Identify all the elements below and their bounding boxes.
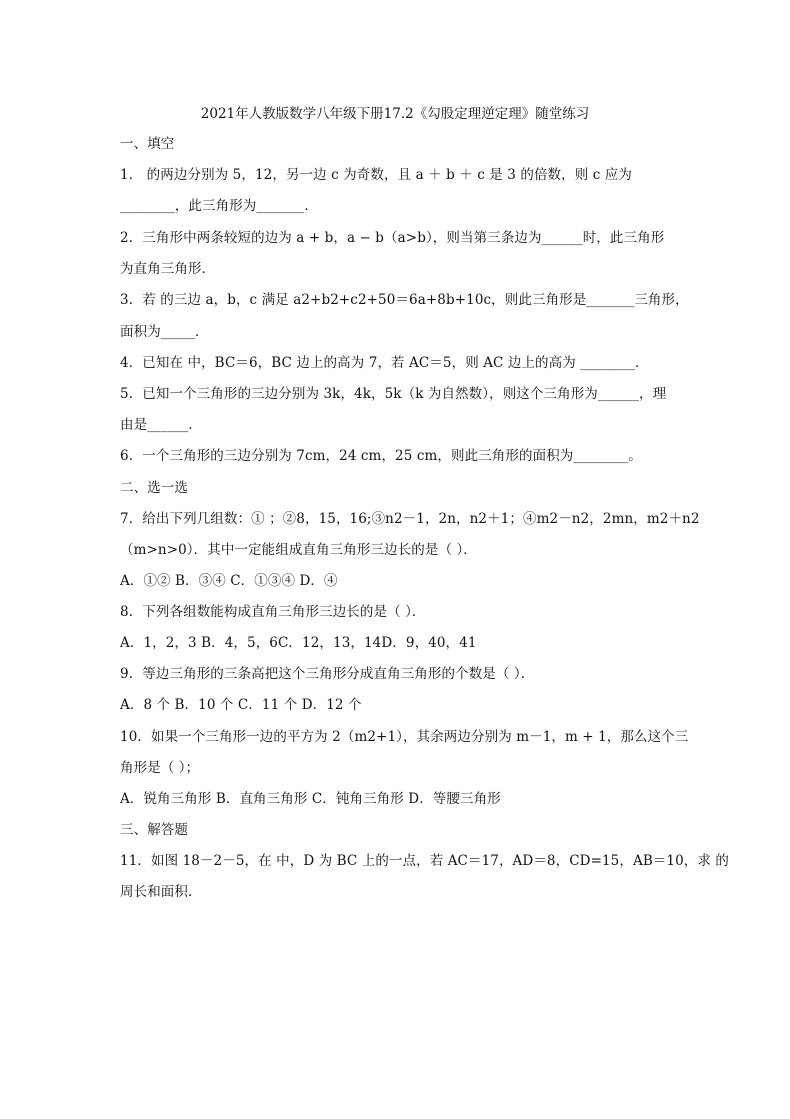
question-8-line-1: 8．下列各组数能构成直角三角形三边长的是（ ）． xyxy=(120,604,426,620)
document-title: 2021年人教版数学八年级下册17.2《勾股定理逆定理》随堂练习 xyxy=(200,106,590,122)
question-8-options: A．1，2，3 B．4，5，6C．12，13，14D．9，40，41 xyxy=(120,635,477,651)
question-10-line-2: 角形是（ ）； xyxy=(120,760,200,776)
question-3-line-1: 3．若 的三边 a，b，c 满足 a2+b2+c2+50＝6a+8b+10c，则此三角形是_______三角形， xyxy=(120,292,689,308)
question-3-line-2: 面积为_____． xyxy=(120,324,209,340)
question-9-line-1: 9．等边三角形的三条高把这个三角形分成直角三角形的个数是（ ）． xyxy=(120,666,535,682)
question-2-line-1: 2．三角形中两条较短的边为 a + b，a − b（a>b），则当第三条边为______时，此三角形 xyxy=(120,230,665,246)
question-9-options: A．8 个 B．10 个 C．11 个 D．12 个 xyxy=(120,697,362,713)
question-6-line-1: 6．一个三角形的三边分别为 7cm，24 cm，25 cm，则此三角形的面积为________。 xyxy=(120,448,642,464)
question-1-line-2: ________，此三角形为_______． xyxy=(120,198,318,214)
question-7-line-1: 7．给出下列几组数：① ；②8，15，16;③n2－1，2n，n2＋1；④m2－n2，2mn，m2＋n2 xyxy=(120,511,700,527)
question-5-line-1: 5．已知一个三角形的三边分别为 3k，4k，5k（k 为自然数），则这个三角形为______，理 xyxy=(120,386,667,402)
question-10-options: A．锐角三角形 B．直角三角形 C．钝角三角形 D．等腰三角形 xyxy=(120,791,501,807)
question-1-line-1: 1． 的两边分别为 5，12，另一边 c 为奇数，且 a ＋ b ＋ c 是 3 的倍数，则 c 应为 xyxy=(120,167,632,183)
section-heading-solutions: 三、解答题 xyxy=(120,822,188,838)
section-heading-multiple-choice: 二、选一选 xyxy=(120,480,188,496)
question-4-line-1: 4．已知在 中，BC＝6，BC 边上的高为 7，若 AC＝5，则 AC 边上的高为 ________． xyxy=(120,355,649,371)
question-10-line-1: 10．如果一个三角形一边的平方为 2（m2+1），其余两边分别为 m－1，m + 1，那么这个三 xyxy=(120,729,689,745)
question-2-line-2: 为直角三角形． xyxy=(120,261,216,277)
question-11-line-2: 周长和面积． xyxy=(120,884,202,900)
question-11-line-1: 11．如图 18－2－5，在 中，D 为 BC 上的一点，若 AC＝17，AD＝8，CD=15，AB＝10，求 的 xyxy=(120,853,730,869)
question-5-line-2: 由是______． xyxy=(120,417,202,433)
question-7-line-2: （m>n>0）．其中一定能组成直角三角形三边长的是（ ）． xyxy=(120,542,477,558)
question-7-options: A．①② B．③④ C．①③④ D．④ xyxy=(120,573,338,589)
section-heading-fill-in: 一、填空 xyxy=(120,136,175,152)
